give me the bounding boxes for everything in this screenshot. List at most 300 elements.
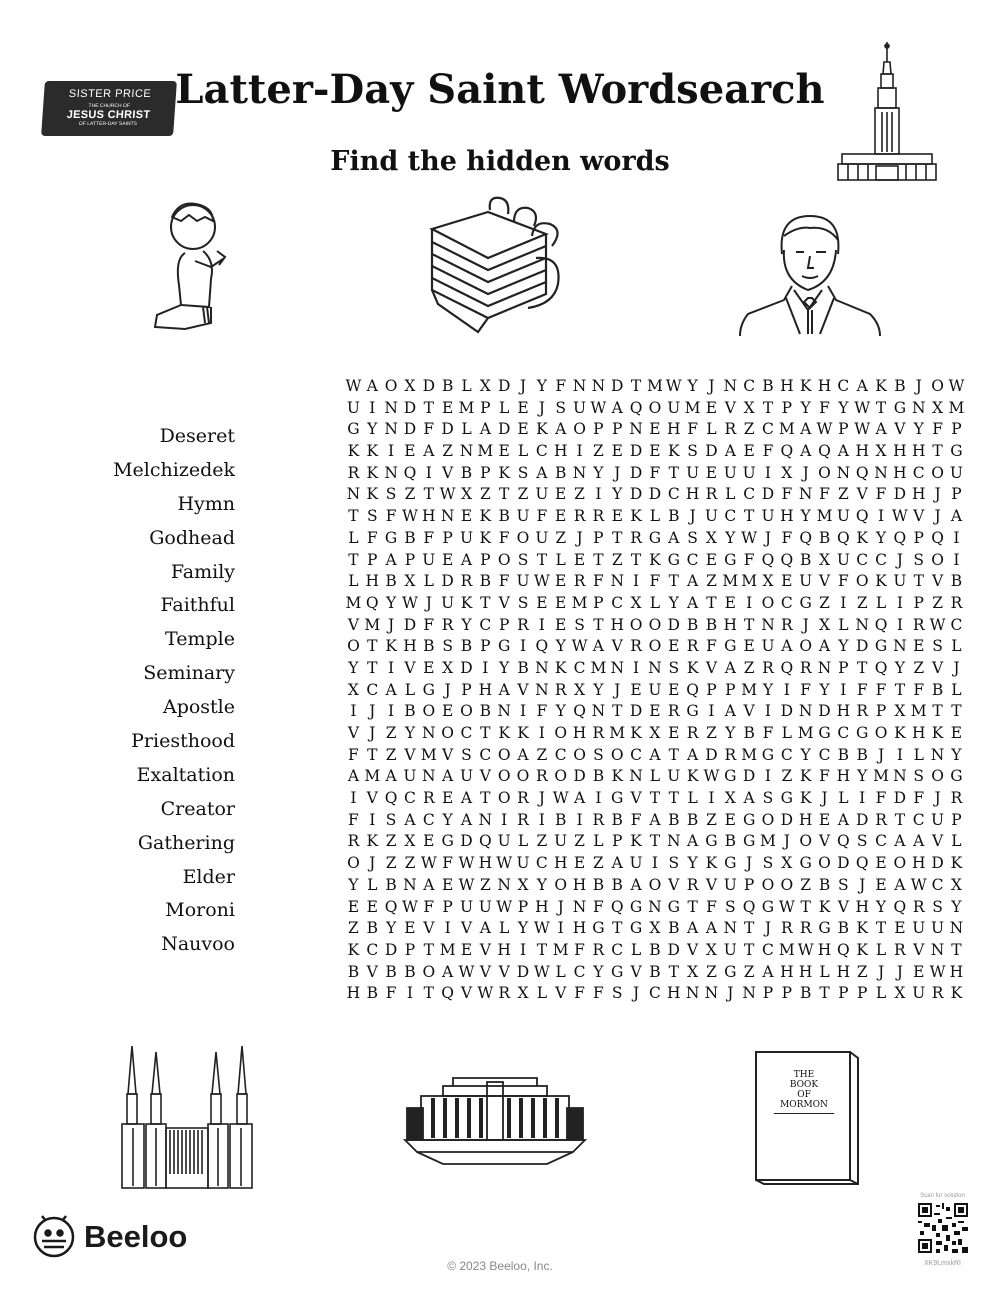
grid-letter[interactable]: C <box>762 940 774 959</box>
grid-letter[interactable]: U <box>403 767 417 786</box>
grid-letter[interactable]: K <box>347 940 360 959</box>
grid-letter[interactable]: O <box>931 550 944 569</box>
grid-letter[interactable]: I <box>406 984 414 1003</box>
grid-letter[interactable]: R <box>554 680 567 699</box>
grid-letter[interactable]: S <box>517 550 529 569</box>
grid-letter[interactable]: C <box>535 854 548 873</box>
grid-letter[interactable]: D <box>818 702 831 721</box>
grid-letter[interactable]: K <box>799 789 812 808</box>
grid-letter[interactable]: X <box>630 593 642 612</box>
grid-letter[interactable]: R <box>592 507 605 526</box>
grid-letter[interactable]: P <box>480 637 491 656</box>
grid-letter[interactable]: Z <box>743 962 755 981</box>
grid-letter[interactable]: G <box>611 962 624 981</box>
grid-letter[interactable]: R <box>347 832 360 851</box>
grid-letter[interactable]: K <box>498 724 510 742</box>
grid-letter[interactable]: P <box>951 420 962 439</box>
grid-letter[interactable]: C <box>818 745 831 764</box>
grid-letter[interactable]: C <box>912 463 925 482</box>
grid-letter[interactable]: C <box>667 485 680 504</box>
grid-letter[interactable]: R <box>573 572 586 591</box>
grid-letter[interactable]: G <box>611 789 624 808</box>
grid-letter[interactable]: I <box>388 702 395 721</box>
grid-letter[interactable]: T <box>875 919 887 938</box>
grid-letter[interactable]: U <box>931 810 945 829</box>
grid-letter[interactable]: W <box>458 875 475 894</box>
grid-letter[interactable]: T <box>951 702 962 721</box>
grid-letter[interactable]: Z <box>611 550 623 569</box>
grid-letter[interactable]: Z <box>536 745 548 764</box>
grid-letter[interactable]: M <box>552 940 569 959</box>
grid-letter[interactable]: K <box>630 507 642 526</box>
grid-letter[interactable]: G <box>799 593 812 612</box>
grid-letter[interactable]: Y <box>838 398 849 417</box>
grid-letter[interactable]: K <box>950 854 963 873</box>
grid-letter[interactable]: Q <box>742 897 756 916</box>
grid-letter[interactable]: J <box>388 615 395 634</box>
grid-letter[interactable]: D <box>855 810 869 829</box>
grid-letter[interactable]: V <box>630 789 642 808</box>
grid-letter[interactable]: G <box>742 810 756 829</box>
grid-letter[interactable]: W <box>910 875 927 894</box>
grid-letter[interactable]: R <box>950 593 963 612</box>
grid-letter[interactable]: V <box>837 897 849 916</box>
grid-letter[interactable]: W <box>458 854 475 873</box>
grid-letter[interactable]: L <box>875 940 887 959</box>
grid-letter[interactable]: R <box>686 724 699 742</box>
grid-letter[interactable]: E <box>913 962 925 981</box>
grid-letter[interactable]: R <box>592 810 605 829</box>
grid-letter[interactable]: D <box>460 658 473 677</box>
grid-letter[interactable]: B <box>818 875 831 894</box>
grid-letter[interactable]: J <box>934 789 941 808</box>
grid-letter[interactable]: T <box>913 572 924 591</box>
grid-letter[interactable]: T <box>668 572 679 591</box>
grid-letter[interactable]: U <box>667 767 681 786</box>
grid-letter[interactable]: A <box>385 680 397 699</box>
grid-letter[interactable]: Z <box>574 485 585 504</box>
grid-letter[interactable]: S <box>762 789 774 808</box>
grid-letter[interactable]: A <box>687 832 699 851</box>
grid-letter[interactable]: S <box>366 507 378 526</box>
grid-letter[interactable]: N <box>893 637 907 656</box>
grid-letter[interactable]: Z <box>348 919 359 938</box>
grid-letter[interactable]: A <box>498 680 510 699</box>
grid-letter[interactable]: Z <box>706 810 717 829</box>
grid-letter[interactable]: T <box>668 745 679 764</box>
grid-letter[interactable]: F <box>442 854 454 873</box>
grid-letter[interactable]: P <box>404 940 416 959</box>
grid-letter[interactable]: B <box>950 572 963 591</box>
grid-letter[interactable]: E <box>705 398 718 417</box>
grid-letter[interactable]: Q <box>780 658 794 677</box>
grid-letter[interactable]: Q <box>610 897 624 916</box>
grid-letter[interactable]: K <box>366 463 379 482</box>
grid-letter[interactable]: O <box>497 745 511 764</box>
grid-letter[interactable]: F <box>819 485 830 504</box>
grid-letter[interactable]: R <box>931 984 944 1003</box>
grid-letter[interactable]: P <box>781 984 793 1003</box>
grid-letter[interactable]: V <box>423 919 435 938</box>
grid-letter[interactable]: T <box>743 919 755 938</box>
grid-letter[interactable]: B <box>460 637 473 656</box>
grid-letter[interactable]: M <box>458 398 475 417</box>
grid-letter[interactable]: X <box>404 572 416 591</box>
grid-letter[interactable]: I <box>896 593 903 612</box>
grid-letter[interactable]: P <box>498 615 510 634</box>
grid-letter[interactable]: Q <box>855 463 869 482</box>
grid-letter[interactable]: R <box>592 940 605 959</box>
grid-letter[interactable]: P <box>593 528 604 547</box>
grid-letter[interactable]: A <box>687 919 699 938</box>
grid-letter[interactable]: R <box>799 919 812 938</box>
grid-letter[interactable]: G <box>724 550 737 569</box>
grid-letter[interactable]: I <box>369 810 376 829</box>
grid-letter[interactable]: J <box>746 854 753 873</box>
grid-letter[interactable]: E <box>611 442 623 461</box>
grid-letter[interactable]: C <box>724 507 737 526</box>
grid-letter[interactable]: C <box>837 724 850 742</box>
grid-letter[interactable]: H <box>817 940 832 959</box>
grid-letter[interactable]: Y <box>593 680 604 699</box>
grid-letter[interactable]: J <box>369 724 376 742</box>
grid-letter[interactable]: T <box>800 897 811 916</box>
grid-letter[interactable]: E <box>913 637 925 656</box>
grid-letter[interactable]: K <box>875 572 887 591</box>
grid-letter[interactable]: Z <box>856 962 868 981</box>
grid-letter[interactable]: A <box>442 962 454 981</box>
grid-letter[interactable]: A <box>517 745 529 764</box>
grid-letter[interactable]: E <box>573 550 586 569</box>
grid-letter[interactable]: R <box>686 875 699 894</box>
grid-letter[interactable]: K <box>950 984 963 1003</box>
grid-letter[interactable]: E <box>630 680 642 699</box>
grid-letter[interactable]: M <box>571 593 588 612</box>
grid-letter[interactable]: Y <box>800 507 811 526</box>
grid-letter[interactable]: N <box>610 658 625 677</box>
grid-letter[interactable]: O <box>799 832 813 851</box>
grid-letter[interactable]: Y <box>593 463 604 482</box>
grid-letter[interactable]: Y <box>367 420 378 439</box>
grid-letter[interactable]: C <box>743 377 756 395</box>
grid-letter[interactable]: B <box>404 962 416 981</box>
grid-letter[interactable]: E <box>460 507 473 526</box>
grid-letter[interactable]: M <box>364 615 381 634</box>
grid-letter[interactable]: R <box>667 702 680 721</box>
grid-letter[interactable]: O <box>874 724 888 742</box>
grid-letter[interactable]: E <box>460 940 473 959</box>
grid-letter[interactable]: N <box>798 702 813 721</box>
grid-letter[interactable]: D <box>460 832 473 851</box>
grid-letter[interactable]: Q <box>686 680 699 699</box>
grid-letter[interactable]: K <box>366 485 379 504</box>
grid-letter[interactable]: G <box>761 745 775 764</box>
grid-letter[interactable]: T <box>423 485 434 504</box>
grid-letter[interactable]: Z <box>800 875 812 894</box>
grid-letter[interactable]: R <box>536 767 548 786</box>
grid-letter[interactable]: O <box>497 789 511 808</box>
grid-letter[interactable]: F <box>536 702 548 721</box>
grid-letter[interactable]: K <box>856 940 868 959</box>
grid-letter[interactable]: B <box>404 702 416 721</box>
grid-letter[interactable]: Q <box>874 658 888 677</box>
grid-letter[interactable]: B <box>837 919 850 938</box>
grid-letter[interactable]: R <box>780 615 793 634</box>
grid-letter[interactable]: Y <box>499 658 510 677</box>
grid-letter[interactable]: C <box>460 724 473 742</box>
grid-letter[interactable]: H <box>478 854 493 873</box>
grid-letter[interactable]: L <box>630 940 642 959</box>
grid-letter[interactable]: N <box>648 658 662 677</box>
grid-letter[interactable]: V <box>630 962 642 981</box>
grid-letter[interactable]: L <box>687 789 698 808</box>
grid-letter[interactable]: B <box>385 572 397 591</box>
grid-letter[interactable]: S <box>461 745 472 764</box>
grid-letter[interactable]: Y <box>555 637 566 656</box>
grid-letter[interactable]: L <box>423 572 434 591</box>
grid-letter[interactable]: R <box>460 572 473 591</box>
grid-letter[interactable]: H <box>553 854 568 873</box>
grid-letter[interactable]: U <box>723 463 737 482</box>
grid-letter[interactable]: X <box>705 528 717 547</box>
grid-letter[interactable]: U <box>478 897 492 916</box>
grid-letter[interactable]: L <box>555 550 566 569</box>
grid-letter[interactable]: N <box>422 724 436 742</box>
grid-letter[interactable]: J <box>576 528 583 547</box>
grid-letter[interactable]: H <box>685 485 700 504</box>
grid-letter[interactable]: Z <box>593 442 604 461</box>
grid-letter[interactable]: L <box>951 832 962 851</box>
grid-letter[interactable]: Y <box>536 377 547 395</box>
grid-letter[interactable]: E <box>818 810 831 829</box>
grid-letter[interactable]: N <box>723 919 738 938</box>
grid-letter[interactable]: H <box>553 442 568 461</box>
grid-letter[interactable]: V <box>498 962 510 981</box>
grid-letter[interactable]: J <box>425 593 432 612</box>
grid-letter[interactable]: W <box>401 507 418 526</box>
grid-letter[interactable]: T <box>348 550 359 569</box>
grid-letter[interactable]: V <box>498 593 510 612</box>
grid-letter[interactable]: N <box>478 810 493 829</box>
grid-letter[interactable]: N <box>497 702 511 721</box>
grid-letter[interactable]: L <box>838 615 849 634</box>
grid-letter[interactable]: R <box>517 789 529 808</box>
grid-letter[interactable]: O <box>931 767 944 786</box>
grid-letter[interactable]: W <box>929 615 946 634</box>
grid-letter[interactable]: R <box>422 789 435 808</box>
grid-letter[interactable]: D <box>780 702 794 721</box>
grid-letter[interactable]: A <box>573 789 586 808</box>
grid-letter[interactable]: R <box>799 658 812 677</box>
grid-letter[interactable]: G <box>724 962 737 981</box>
grid-letter[interactable]: W <box>571 637 588 656</box>
grid-letter[interactable]: I <box>764 463 772 482</box>
grid-letter[interactable]: J <box>915 377 922 395</box>
grid-letter[interactable]: B <box>517 658 529 677</box>
grid-letter[interactable]: X <box>517 875 529 894</box>
grid-letter[interactable]: B <box>366 984 378 1003</box>
grid-letter[interactable]: A <box>781 637 793 656</box>
grid-letter[interactable]: A <box>442 767 454 786</box>
grid-letter[interactable]: O <box>441 724 454 742</box>
grid-letter[interactable]: F <box>913 680 925 699</box>
grid-letter[interactable]: T <box>536 940 548 959</box>
grid-letter[interactable]: G <box>724 767 737 786</box>
grid-letter[interactable]: J <box>369 854 376 873</box>
grid-letter[interactable]: C <box>479 745 492 764</box>
grid-letter[interactable]: V <box>460 919 473 938</box>
grid-letter[interactable]: V <box>743 702 755 721</box>
grid-letter[interactable]: X <box>460 485 472 504</box>
grid-letter[interactable]: S <box>687 442 698 461</box>
grid-letter[interactable]: L <box>461 377 472 395</box>
grid-letter[interactable]: H <box>572 875 587 894</box>
grid-letter[interactable]: V <box>479 940 491 959</box>
grid-letter[interactable]: O <box>893 854 907 873</box>
grid-letter[interactable]: I <box>501 810 508 829</box>
grid-letter[interactable]: Q <box>855 854 869 873</box>
grid-letter[interactable]: L <box>649 507 661 526</box>
grid-letter[interactable]: I <box>388 442 395 461</box>
grid-letter[interactable]: K <box>799 377 812 395</box>
grid-letter[interactable]: J <box>708 377 715 395</box>
grid-letter[interactable]: O <box>818 463 831 482</box>
grid-letter[interactable]: A <box>385 767 397 786</box>
grid-letter[interactable]: Y <box>800 745 811 764</box>
grid-letter[interactable]: L <box>593 832 604 851</box>
grid-letter[interactable]: H <box>572 919 587 938</box>
grid-letter[interactable]: C <box>856 550 869 569</box>
grid-letter[interactable]: F <box>630 810 642 829</box>
grid-letter[interactable]: Z <box>706 962 717 981</box>
grid-letter[interactable]: E <box>705 550 718 569</box>
grid-letter[interactable]: G <box>629 919 643 938</box>
grid-letter[interactable]: M <box>646 377 663 395</box>
grid-letter[interactable]: K <box>705 854 718 873</box>
grid-letter[interactable]: C <box>762 420 774 439</box>
grid-letter[interactable]: B <box>724 832 736 851</box>
grid-letter[interactable]: L <box>819 962 830 981</box>
grid-letter[interactable]: N <box>591 702 606 721</box>
grid-letter[interactable]: J <box>896 962 903 981</box>
grid-letter[interactable]: S <box>593 745 604 764</box>
grid-letter[interactable]: Q <box>893 897 907 916</box>
grid-letter[interactable]: U <box>516 507 530 526</box>
grid-letter[interactable]: M <box>741 745 758 764</box>
grid-letter[interactable]: G <box>818 724 831 742</box>
grid-letter[interactable]: L <box>348 528 359 547</box>
grid-letter[interactable]: O <box>610 745 624 764</box>
grid-letter[interactable]: S <box>517 463 529 482</box>
grid-letter[interactable]: Q <box>535 637 549 656</box>
grid-letter[interactable]: Z <box>385 745 397 764</box>
grid-letter[interactable]: B <box>799 984 812 1003</box>
grid-letter[interactable]: S <box>932 637 943 656</box>
grid-letter[interactable]: F <box>781 528 793 547</box>
grid-letter[interactable]: F <box>687 420 698 439</box>
grid-letter[interactable]: A <box>743 789 755 808</box>
grid-letter[interactable]: K <box>479 528 492 547</box>
grid-letter[interactable]: G <box>780 789 794 808</box>
grid-letter[interactable]: G <box>950 767 963 786</box>
grid-letter[interactable]: E <box>875 854 887 873</box>
grid-letter[interactable]: I <box>764 702 772 721</box>
grid-letter[interactable]: C <box>535 442 548 461</box>
grid-letter[interactable]: W <box>665 377 682 395</box>
grid-letter[interactable]: N <box>930 940 945 959</box>
grid-letter[interactable]: A <box>649 810 661 829</box>
grid-letter[interactable]: D <box>611 377 624 395</box>
grid-letter[interactable]: V <box>517 680 529 699</box>
grid-letter[interactable]: M <box>778 940 795 959</box>
grid-letter[interactable]: P <box>461 680 472 699</box>
grid-letter[interactable]: L <box>875 593 887 612</box>
grid-letter[interactable]: L <box>875 984 887 1003</box>
grid-letter[interactable]: I <box>369 398 376 417</box>
grid-letter[interactable]: R <box>856 702 869 721</box>
grid-letter[interactable]: A <box>366 377 378 395</box>
grid-letter[interactable]: M <box>948 398 965 417</box>
grid-letter[interactable]: C <box>780 593 793 612</box>
grid-letter[interactable]: D <box>780 810 794 829</box>
grid-letter[interactable]: I <box>896 745 903 764</box>
grid-letter[interactable]: B <box>479 572 492 591</box>
grid-letter[interactable]: F <box>706 897 717 916</box>
grid-letter[interactable]: U <box>535 485 549 504</box>
grid-letter[interactable]: T <box>668 463 679 482</box>
grid-letter[interactable]: V <box>366 789 378 808</box>
grid-letter[interactable]: M <box>364 767 381 786</box>
grid-letter[interactable]: F <box>932 420 943 439</box>
grid-letter[interactable]: W <box>401 897 418 916</box>
grid-letter[interactable]: R <box>780 919 793 938</box>
grid-letter[interactable]: L <box>951 637 962 656</box>
grid-letter[interactable]: D <box>422 377 436 395</box>
grid-letter[interactable]: N <box>535 658 549 677</box>
grid-letter[interactable]: I <box>350 789 357 808</box>
grid-letter[interactable]: G <box>592 919 605 938</box>
grid-letter[interactable]: V <box>347 615 360 634</box>
grid-letter[interactable]: H <box>780 962 794 981</box>
grid-letter[interactable]: X <box>687 962 699 981</box>
grid-letter[interactable]: T <box>630 377 642 395</box>
grid-letter[interactable]: G <box>818 919 831 938</box>
grid-letter[interactable]: A <box>536 463 548 482</box>
grid-letter[interactable]: I <box>538 724 545 742</box>
grid-letter[interactable]: X <box>743 398 755 417</box>
grid-letter[interactable]: G <box>648 528 662 547</box>
grid-letter[interactable]: C <box>366 940 379 959</box>
grid-letter[interactable]: A <box>913 832 925 851</box>
grid-letter[interactable]: I <box>651 854 658 873</box>
grid-letter[interactable]: H <box>667 420 681 439</box>
grid-letter[interactable]: H <box>798 810 813 829</box>
grid-letter[interactable]: N <box>572 897 587 916</box>
grid-letter[interactable]: F <box>536 507 548 526</box>
grid-letter[interactable]: A <box>423 875 435 894</box>
grid-letter[interactable]: R <box>894 940 906 959</box>
grid-letter[interactable]: L <box>517 442 529 461</box>
grid-letter[interactable]: N <box>422 767 436 786</box>
grid-letter[interactable]: A <box>687 745 699 764</box>
grid-letter[interactable]: U <box>761 637 775 656</box>
grid-letter[interactable]: A <box>404 810 416 829</box>
grid-letter[interactable]: T <box>932 702 943 721</box>
grid-letter[interactable]: E <box>668 724 680 742</box>
grid-letter[interactable]: E <box>555 507 567 526</box>
grid-letter[interactable]: X <box>818 615 831 634</box>
grid-letter[interactable]: D <box>705 442 718 461</box>
